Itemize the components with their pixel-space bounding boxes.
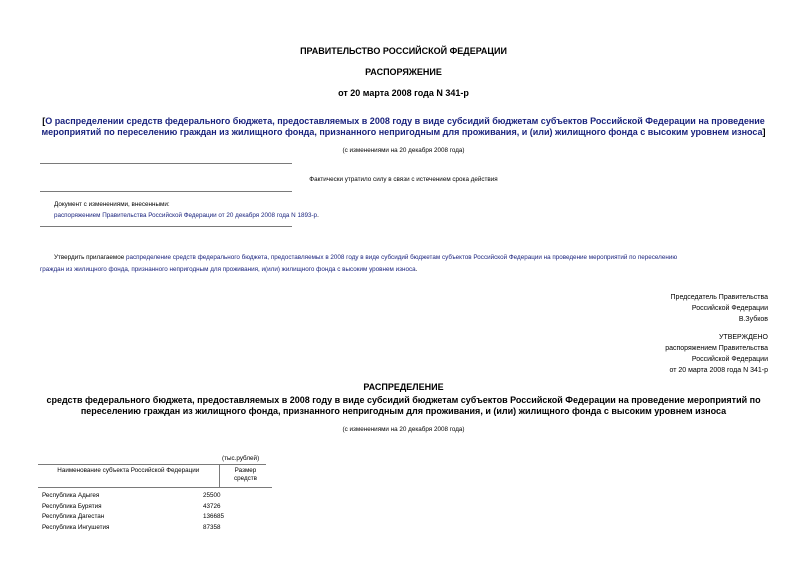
region-name: Республика Ингушетия [42, 523, 110, 531]
signature-name: В.Зубков [738, 316, 768, 323]
distribution-changes-note: (с изменениями на 20 декабря 2008 года) [342, 426, 465, 433]
signature-block [671, 292, 768, 325]
doc-type: РАСПОРЯЖЕНИЕ [365, 67, 442, 77]
body-suffix: . [415, 265, 418, 273]
region-amount: 43726 [203, 502, 221, 510]
divider-1 [40, 163, 292, 164]
signature-line1: Председатель Правительства [670, 294, 768, 301]
changes-note: (с изменениями на 20 декабря 2008 года) [342, 147, 465, 154]
region-name: Республика Дагестан [42, 513, 105, 520]
amendments-suffix: . [317, 212, 319, 219]
approved-line2: распоряжением Правительства [665, 345, 768, 352]
title-bracket-open: [ [42, 116, 46, 126]
region-amount: 25500 [203, 492, 221, 499]
region-amount: 136685 [203, 513, 225, 520]
approved-line1: УТВЕРЖДЕНО [718, 334, 768, 341]
status-note: Фактически утратило силу в связи с истечением срока действия [309, 176, 498, 183]
col-header-amount-line1: Размер [234, 467, 257, 474]
amendments-line [54, 212, 319, 219]
title-bracket-close: ] [762, 127, 766, 137]
divider-2 [40, 191, 292, 192]
region-name: Республика Бурятия [42, 502, 102, 510]
table-unit: (тыс.рублей) [222, 455, 260, 462]
table-header-row [38, 465, 272, 488]
distribution-title [0, 395, 807, 417]
divider-3 [40, 226, 292, 227]
approved-block [665, 332, 768, 376]
region-name: Республика Адыгея [42, 492, 100, 499]
table-row [38, 492, 272, 503]
col-header-amount [219, 465, 272, 488]
distribution-title-line2: переселению граждан из жилищного фонда, признанного непригодным для проживания, и (или) жилищного фонда с высоким уровнем износа [80, 406, 727, 416]
distribution-table [38, 465, 272, 534]
title-link-line2[interactable]: мероприятий по переселению граждан из жилищного фонда, признанного непригодным для проживания, и (или) жилищного фонда с высоким уровнем износа [41, 127, 763, 137]
table-row [38, 503, 272, 514]
org-name: ПРАВИТЕЛЬСТВО РОССИЙСКОЙ ФЕДЕРАЦИИ [300, 46, 507, 56]
signature-line2: Российской Федерации [691, 305, 768, 312]
approved-line3: Российской Федерации [691, 356, 768, 363]
col-header-region: Наименование субъекта Российской Федерации [38, 465, 219, 488]
distribution-link-line1[interactable]: распределение средств федерального бюджета, предоставляемых в 2008 году в виде субсидий бюджетам субъектов Российской Федерации на проведение мероприятий по переселению [125, 254, 678, 261]
distribution-title-line1: средств федерального бюджета, предоставляемых в 2008 году в виде субсидий бюджетам субъектов Российской Федерации на проведение мероприятий по [46, 395, 761, 405]
col-header-amount-line2: средств [233, 475, 258, 482]
table-row [38, 513, 272, 524]
amendments-link[interactable]: распоряжением Правительства Российской Федерации от 20 декабря 2008 года N 1893-р [54, 212, 318, 219]
distribution-heading: РАСПРЕДЕЛЕНИЕ [363, 382, 444, 392]
doc-title[interactable] [0, 116, 807, 138]
table-row [38, 524, 272, 535]
title-link-line1[interactable]: О распределении средств федерального бюджета, предоставляемых в 2008 году в виде субсидий бюджетам субъектов Российской Федерации на проведение [45, 116, 765, 126]
amendments-label: Документ с изменениями, внесенными: [54, 201, 170, 208]
body-paragraph [40, 252, 780, 275]
region-amount: 87358 [203, 523, 221, 531]
doc-date-number: от 20 марта 2008 года N 341-р [338, 88, 469, 98]
body-prefix: Утвердить прилагаемое [54, 254, 126, 261]
approved-line4: от 20 марта 2008 года N 341-р [669, 367, 768, 374]
distribution-link-line2[interactable]: граждан из жилищного фонда, признанного непригодным для проживания, и(или) жилищного фонда с высоким уровнем износа [40, 265, 416, 273]
